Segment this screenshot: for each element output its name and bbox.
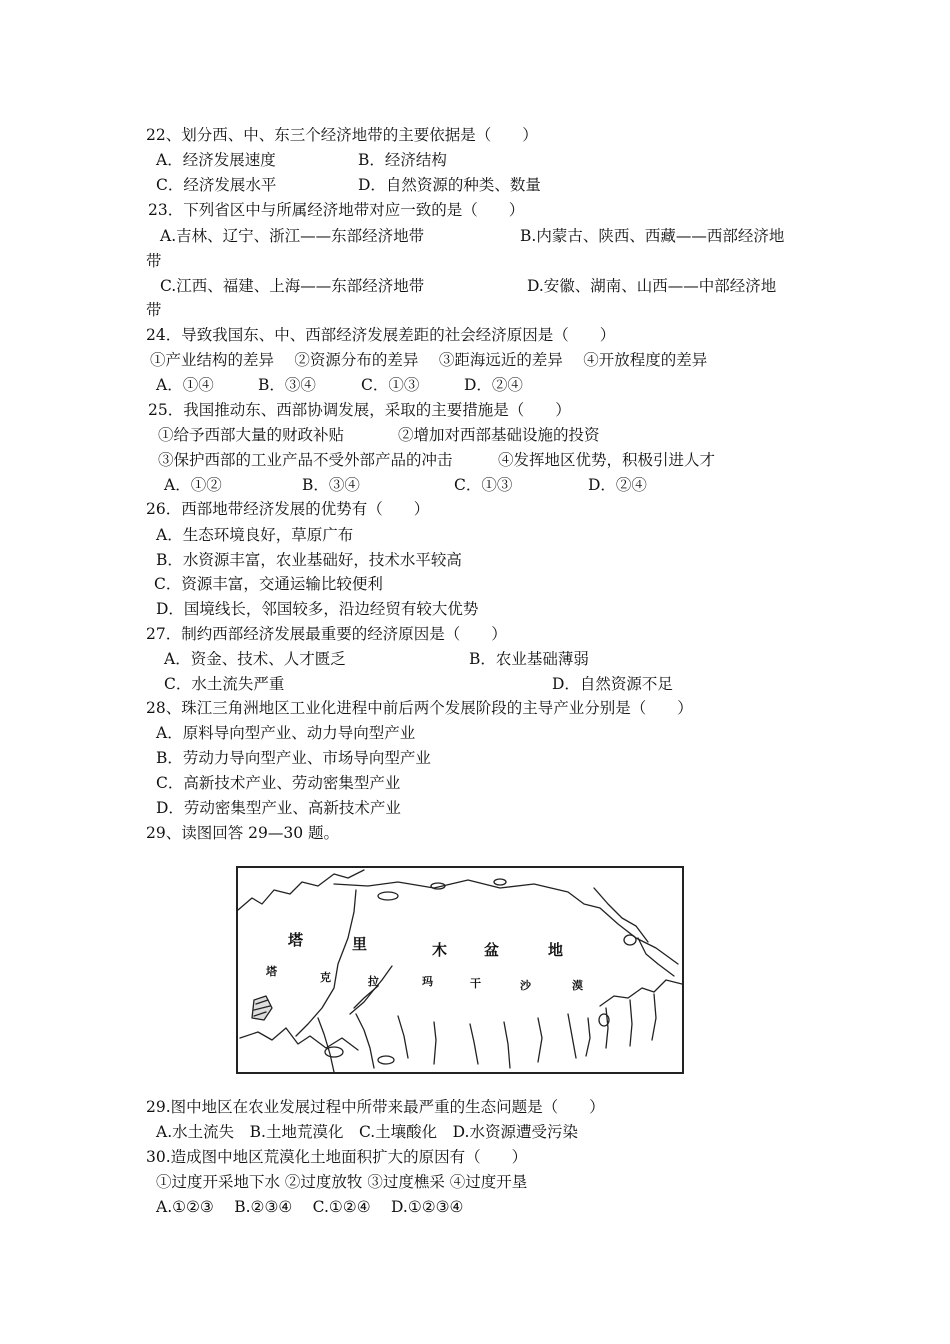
q22-option-a: A．经济发展速度 (156, 151, 276, 169)
q27-option-c: C．水土流失严重 (164, 675, 285, 693)
q25-option-c: C．①③ (454, 476, 513, 494)
q28-option-c: C．高新技术产业、劳动密集型产业 (156, 774, 401, 792)
q22-stem: 22、划分西、中、东三个经济地带的主要依据是（ ） (146, 126, 538, 144)
q24-option-d: D．②④ (464, 376, 523, 394)
q26-option-d: D．国境线长，邻国较多，沿边经贸有较大优势 (156, 600, 479, 618)
desert-char-4: 玛 (422, 975, 433, 988)
q28-option-b: B．劳动力导向型产业、市场导向型产业 (156, 749, 431, 767)
q23-option-c: C.江西、福建、上海——东部经济地带 (160, 277, 425, 295)
lake-north-1 (378, 892, 398, 900)
basin-char-5: 地 (548, 941, 564, 959)
q23-option-d: D.安徽、湖南、山西——中部经济地 (527, 277, 777, 295)
q24-option-a: A．①④ (156, 376, 214, 394)
river-south-3 (398, 1016, 408, 1058)
river-south-4 (434, 1022, 436, 1064)
q28-stem: 28、珠江三角洲地区工业化进程中前后两个发展阶段的主导产业分别是（ ） (146, 699, 693, 717)
basin-char-2: 里 (352, 935, 368, 953)
lake-south-2 (378, 1056, 394, 1064)
desert-char-5: 干 (470, 977, 481, 990)
q24-stem: 24．导致我国东、中、西部经济发展差距的社会经济原因是（ ） (146, 326, 616, 344)
q28-option-d: D．劳动密集型产业、高新技术产业 (156, 799, 401, 817)
q27-stem: 27．制约西部经济发展最重要的经济原因是（ ） (146, 625, 507, 643)
q25-option-a: A．①② (164, 476, 222, 494)
q27-option-b: B．农业基础薄弱 (469, 650, 589, 668)
q23-option-b: B.内蒙古、陕西、西藏——西部经济地 (520, 227, 785, 245)
q25-stem: 25．我国推动东、西部协调发展，采取的主要措施是（ ） (148, 401, 571, 419)
q27-option-d: D．自然资源不足 (552, 675, 673, 693)
tarim-basin-map (236, 866, 684, 1074)
q26-option-c: C．资源丰富，交通运输比较便利 (154, 575, 383, 593)
q23-option-a: A.吉林、辽宁、浙江——东部经济地带 (160, 227, 425, 245)
q26-option-a: A．生态环境良好，草原广布 (156, 526, 354, 544)
q23-stem: 23．下列省区中与所属经济地带对应一致的是（ ） (148, 201, 525, 219)
q23-option-d-wrap: 带 (146, 301, 162, 319)
river-south-5 (470, 1024, 478, 1064)
river-tarim (350, 966, 392, 1014)
river-southeast-4 (586, 1018, 590, 1056)
river-south-7 (538, 1018, 542, 1062)
river-southeast-3 (652, 994, 656, 1040)
lake-south-1 (325, 1047, 343, 1057)
basin-char-1: 塔 (288, 931, 304, 949)
q22-option-d: D．自然资源的种类、数量 (358, 176, 541, 194)
desert-char-7: 漠 (572, 979, 583, 992)
desert-char-6: 沙 (520, 979, 531, 992)
river-south-6 (504, 1022, 510, 1068)
q29-options: A.水土流失 B.土地荒漠化 C.土壤酸化 D.水资源遭受污染 (156, 1123, 578, 1141)
q24-option-b: B．③④ (258, 376, 316, 394)
q22-option-b: B．经济结构 (358, 151, 447, 169)
desert-char-1: 塔 (266, 965, 277, 978)
desert-char-2: 克 (320, 971, 331, 984)
river-tarim-2 (354, 986, 378, 1008)
q28-option-a: A．原料导向型产业、动力导向型产业 (156, 724, 416, 742)
q30-stem: 30.造成图中地区荒漠化土地面积扩大的原因有（ ） (146, 1148, 528, 1166)
lake-east (624, 935, 636, 945)
q25-item-2: ②增加对西部基础设施的投资 (398, 426, 600, 444)
basin-char-3: 木 (432, 941, 448, 959)
q24-items: ①产业结构的差异 ②资源分布的差异 ③距海远近的差异 ④开放程度的差异 (150, 351, 708, 369)
q26-stem: 26．西部地带经济发展的优势有（ ） (146, 500, 430, 518)
q22-option-c: C．经济发展水平 (156, 176, 277, 194)
river-south-2 (356, 1014, 374, 1068)
q24-option-c: C．①③ (361, 376, 420, 394)
river-east-1 (594, 888, 648, 942)
q25-option-b: B．③④ (302, 476, 360, 494)
q25-item-3: ③保护西部的工业产品不受外部产品的冲击 (158, 451, 453, 469)
lake-north-3 (494, 879, 506, 885)
q29-intro: 29、读图回答 29—30 题。 (146, 824, 340, 842)
q30-options: A.①②③ B.②③④ C.①②④ D.①②③④ (156, 1198, 464, 1216)
north-rim-line (238, 870, 364, 910)
q23-option-b-wrap: 带 (146, 252, 162, 270)
desert-char-3: 拉 (368, 975, 379, 988)
q29-stem: 29.图中地区在农业发展过程中所带来最严重的生态问题是（ ） (146, 1098, 605, 1116)
south-rim-line (240, 1028, 358, 1050)
southeast-rim (600, 980, 682, 1006)
map-drawing (238, 868, 682, 1072)
river-south-8 (568, 1014, 576, 1058)
q27-option-a: A．资金、技术、人才匮乏 (164, 650, 346, 668)
river-north (296, 890, 356, 1036)
q25-option-d: D．②④ (588, 476, 647, 494)
q26-option-b: B．水资源丰富，农业基础好，技术水平较高 (156, 551, 462, 569)
q30-items: ①过度开采地下水 ②过度放牧 ③过度樵采 ④过度开垦 (156, 1173, 528, 1191)
basin-char-4: 盆 (484, 941, 500, 959)
river-southeast-2 (630, 1000, 632, 1046)
q25-item-1: ①给予西部大量的财政补贴 (158, 426, 345, 444)
q25-item-4: ④发挥地区优势，积极引进人才 (498, 451, 716, 469)
